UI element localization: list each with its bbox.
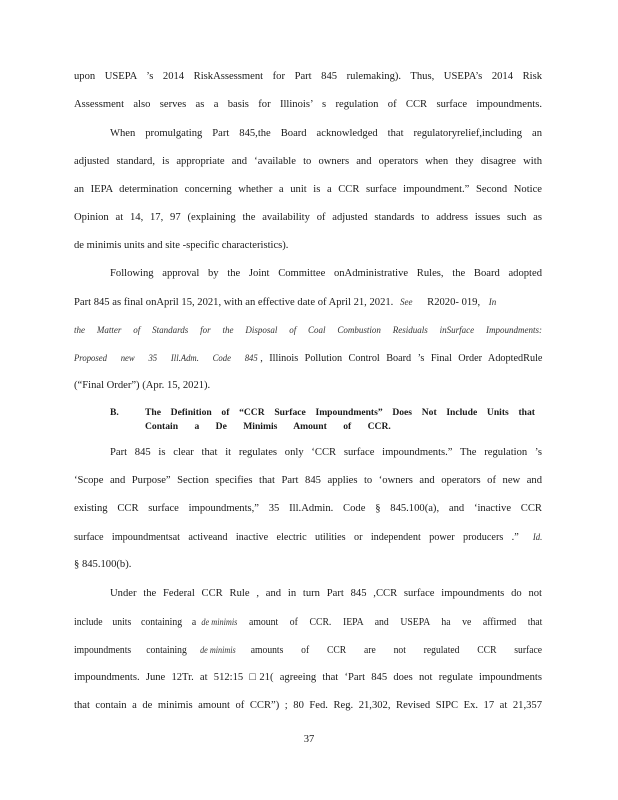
case-title-italic: In [488,297,497,307]
body-line: that contain a de minimis amount of CCR”) ; 80 Fed. Reg. 21,302, Revised SIPC Ex. 17 at 21,357 [74,700,542,711]
body-line [74,295,542,310]
body-line: Part 845 is clear that it regulates only ‘CCR surface impoundments.” The regulation ’s [110,447,542,458]
body-line: Under the Federal CCR Rule , and in turn Part 845 ,CCR surface impoundments do not [110,588,542,599]
body-line: upon USEPA ’s 2014 RiskAssessment for Part 845 rulemaking). Thus, USEPA’s 2014 Risk [74,71,542,82]
body-text: Part 845 as final onApril 15, 2021, with an effective date of April 21, 2021. [74,297,394,308]
body-line: de minimis units and site -specific characteristics). [74,240,289,251]
body-line: existing CCR surface impoundments,” 35 Ill.Admin. Code § 845.100(a), and ‘inactive CCR [74,503,542,514]
body-text: include units containing a [74,617,197,628]
body-line [74,643,543,658]
citation-signal: See [399,297,413,307]
body-line: Opinion at 14, 17, 97 (explaining the availability of adjusted standards to address issues such as [74,212,542,223]
latin-term: de minimis [201,617,238,627]
body-text: amounts of CCR are not regulated CCR surface [250,645,543,656]
body-text: impoundments containing [74,645,187,656]
body-line: When promulgating Part 845,the Board acknowledged that regulatoryrelief,including an [110,128,542,139]
body-line: an IEPA determination concerning whether a unit is a CCR surface impoundment.” Second Notice [74,184,542,195]
body-line: § 845.100(b). [74,559,132,570]
docket-number: R2020- 019, [427,297,481,308]
body-line: ‘Scope and Purpose” Section specifies that Part 845 applies to ‘owners and operators of new and [74,475,542,486]
body-line: adjusted standard, is appropriate and ‘available to owners and operators when they disagree with [74,156,542,167]
body-text: surface impoundmentsat activeand inactive electric utilities or independent power producers .” [74,532,519,543]
body-line [74,351,543,366]
body-text: , Illinois Pollution Control Board ’s Final Order AdoptedRule [260,353,543,364]
body-text: amount of CCR. IEPA and USEPA ha ve affirmed that [249,617,543,628]
body-line [74,530,543,545]
latin-term: de minimis [200,645,236,655]
heading-marker: B. [110,407,119,418]
citation-signal: Id. [532,532,543,542]
body-line: Following approval by the Joint Committee onAdministrative Rules, the Board adopted [110,268,542,279]
case-title-italic: Proposed new 35 Ill.Adm. Code 845 [74,353,258,363]
body-line: impoundments. June 12Tr. at 512:15 □21( agreeing that ‘Part 845 does not regulate impoundments [74,672,542,683]
case-title-line: the Matter of Standards for the Disposal of Coal Combustion Residuals inSurface Impoundments: [74,325,542,335]
section-heading: Contain a De Minimis Amount of CCR. [145,421,391,432]
page-number: 37 [303,734,315,745]
body-line: (“Final Order”) (Apr. 15, 2021). [74,380,211,391]
section-heading: The Definition of “CCR Surface Impoundments” Does Not Include Units that [145,407,535,418]
body-line: Assessment also serves as a basis for Illinois’ s regulation of CCR surface impoundments. [74,99,542,110]
body-line [74,615,543,630]
